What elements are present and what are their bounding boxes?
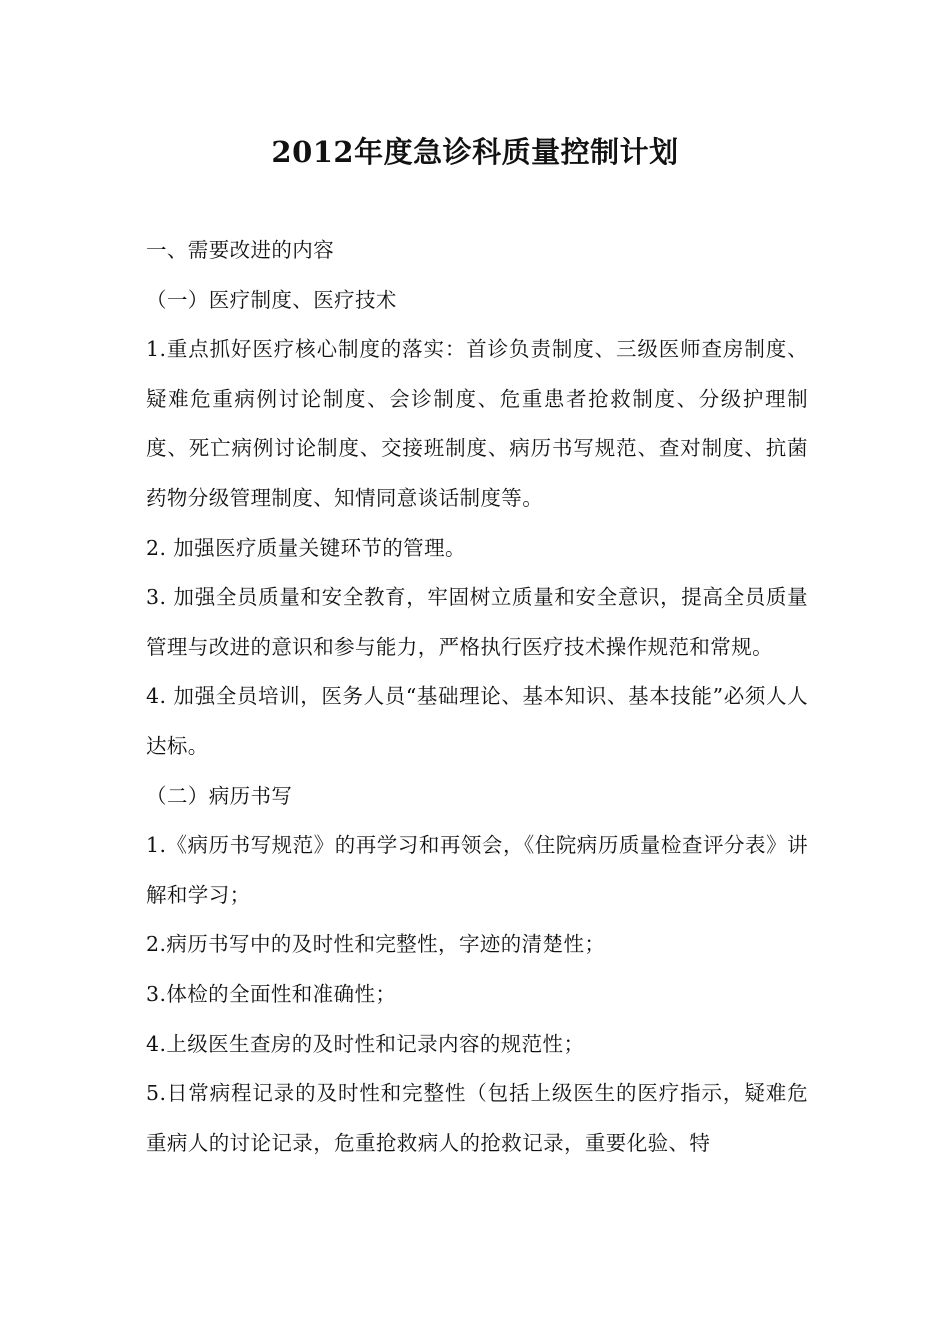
paragraph-senior-rounds: 4.上级医生查房的及时性和记录内容的规范性； <box>146 1031 585 1056</box>
document-body <box>146 226 808 1168</box>
paragraph-daily-progress-notes: 5.日常病程记录的及时性和完整性（包括上级医生的医疗指示，疑难危重病人的讨论记录，危重抢救病人的抢救记录，重要化验、特 <box>146 1081 808 1155</box>
section-heading-improvements: 一、需要改进的内容 <box>146 238 335 262</box>
document-title: 2012年度急诊科质量控制计划 <box>271 135 679 169</box>
paragraph-staff-training: 4. 加强全员培训，医务人员“基础理论、基本知识、基本技能”必须人人达标。 <box>146 684 808 758</box>
subsection-heading-medical-records: （二）病历书写 <box>146 783 293 808</box>
paragraph-record-standards: 1.《病历书写规范》的再学习和再领会，《住院病历质量检查评分表》讲解和学习； <box>146 833 808 907</box>
paragraph-key-links: 2. 加强医疗质量关键环节的管理。 <box>146 535 466 560</box>
paragraph-safety-education: 3. 加强全员质量和安全教育，牢固树立质量和安全意识，提高全员质量管理与改进的意识和参与能力，严格执行医疗技术操作规范和常规。 <box>146 585 808 659</box>
paragraph-core-systems: 1.重点抓好医疗核心制度的落实：首诊负责制度、三级医师查房制度、疑难危重病例讨论制度、会诊制度、危重患者抢救制度、分级护理制度、死亡病例讨论制度、交接班制度、病历书写规范、查对制度、抗菌药物分级管理制度、知情同意谈话制度等。 <box>146 337 808 510</box>
subsection-heading-medical-systems: （一）医疗制度、医疗技术 <box>146 287 397 312</box>
paragraph-record-timeliness: 2.病历书写中的及时性和完整性，字迹的清楚性； <box>146 932 606 957</box>
paragraph-physical-exam: 3.体检的全面性和准确性； <box>146 981 397 1006</box>
